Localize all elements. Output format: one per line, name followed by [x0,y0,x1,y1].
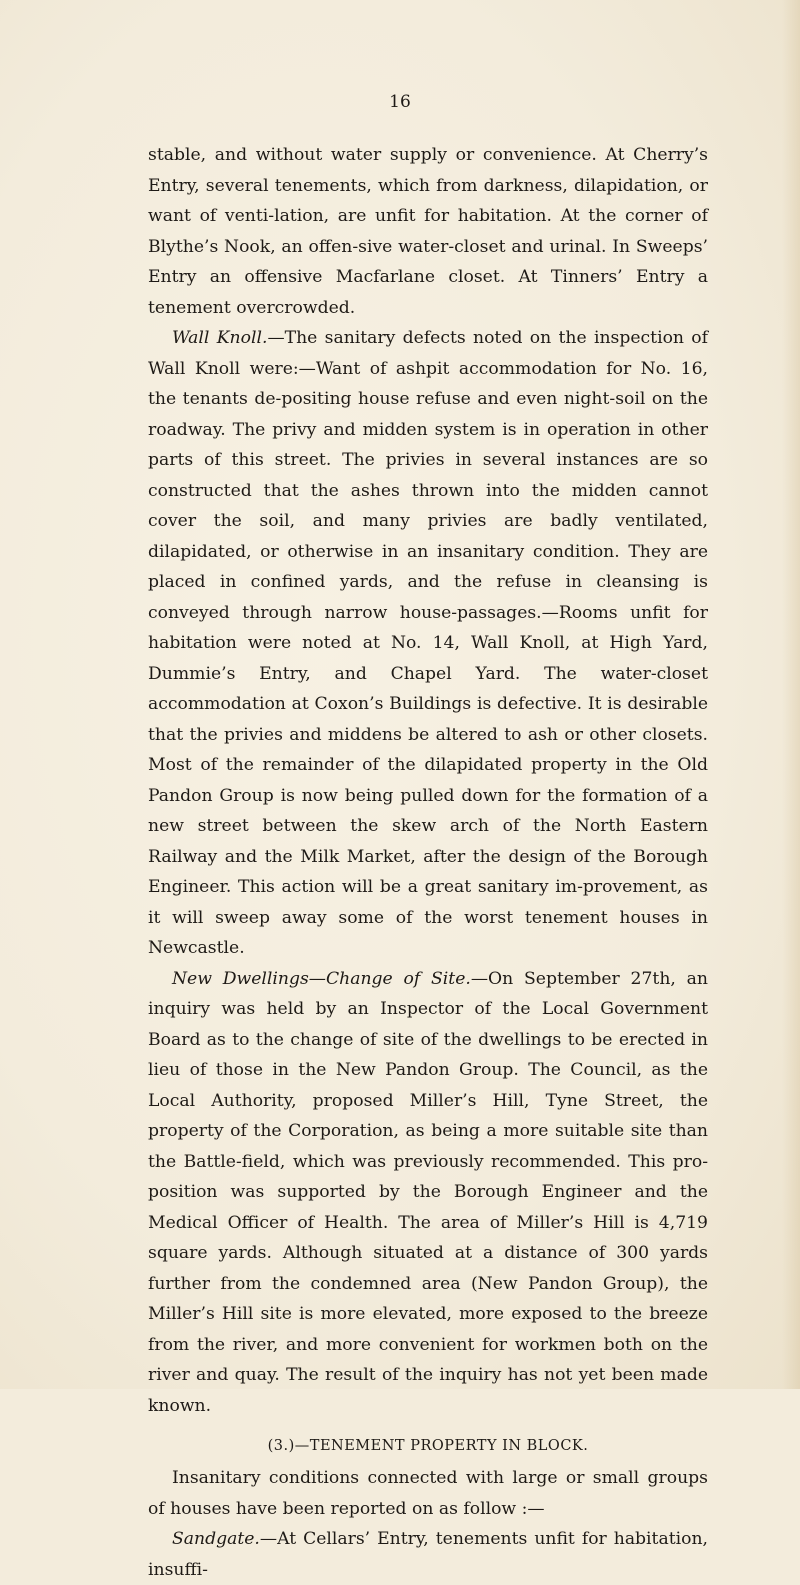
page-number: 16 [389,92,411,112]
section-heading: (3.)—TENEMENT PROPERTY IN BLOCK. [267,1438,589,1454]
paragraph-continuation: stable, and without water supply or convenience. At Cherry’s Entry, several tenements, which from darkness, dilapidation, or want of venti-lation, are unfit for habitation. At the corner of Blythe’s Nook, an offen-sive water-closet and urinal. In Sweeps’ Entry an offensive Macfarlane closet. At Tinners’ Entry a tenement overcrowded. [148,145,708,318]
new-dwellings-text: —On September 27th, an inquiry was held by an Inspector of the Local Government Board as to the change of site of the dwellings to be erected in lieu of those in the New Pandon Group. The Council, as the Local Authority, proposed Miller’s Hill, Tyne Street, the property of the Corporation, as being a more suitable site than the Battle-field, which was previously recommended. This pro-position was supported by the Borough Engineer and the Medical Officer of Health. The area of Miller’s Hill is 4,719 square yards. Although situated at a distance of 300 yards further from the condemned area (New Pandon Group), the Miller’s Hill site is more elevated, more exposed to the breeze from the river, and more convenient for workmen both on the river and quay. The result of the inquiry has not yet been made known. [148,968,708,1416]
sandgate-heading: Sandgate. [172,1529,260,1549]
paragraph-insanitary: Insanitary conditions connected with large or small groups of houses have been reported on as follow :— [148,1468,708,1519]
paragraph-sandgate [148,1524,708,1585]
sandgate-text: —At Cellars’ Entry, tenements unfit for habitation, insuffi- [148,1529,708,1580]
paragraph-new-dwellings [148,964,708,1422]
body-text [148,140,708,1585]
new-dwellings-heading: New Dwellings—Change of Site. [172,968,471,989]
paragraph-wall-knoll [148,323,708,964]
wall-knoll-text: —The sanitary defects noted on the inspection of Wall Knoll were:—Want of ashpit accommodation for No. 16, the tenants de-positing house refuse and even night-soil on the roadway. The privy and midden system is in operation in other parts of this street. The privies in several instances are so constructed that the ashes thrown into the midden cannot cover the soil, and many privies are badly ventilated, dilapidated, or otherwise in an insanitary condition. They are placed in confined yards, and the refuse in cleansing is conveyed through narrow house-passages.—Rooms unfit for habitation were noted at No. 14, Wall Knoll, at High Yard, Dummie’s Entry, and Chapel Yard. The water-closet accommodation at Coxon’s Buildings is defective. It is desirable that the privies and middens be altered to ash or other closets. Most of the remainder of the dilapidated property in the Old Pandon Group is now being pulled down for the formation of a new street between the skew arch of the North Eastern Railway and the Milk Market, after the design of the Borough Engineer. This action will be a great sanitary im-provement, as it will sweep away some of the worst tenement houses in Newcastle. [148,328,708,958]
wall-knoll-heading: Wall Knoll. [172,328,268,348]
page-edge-shadow [782,0,800,1389]
